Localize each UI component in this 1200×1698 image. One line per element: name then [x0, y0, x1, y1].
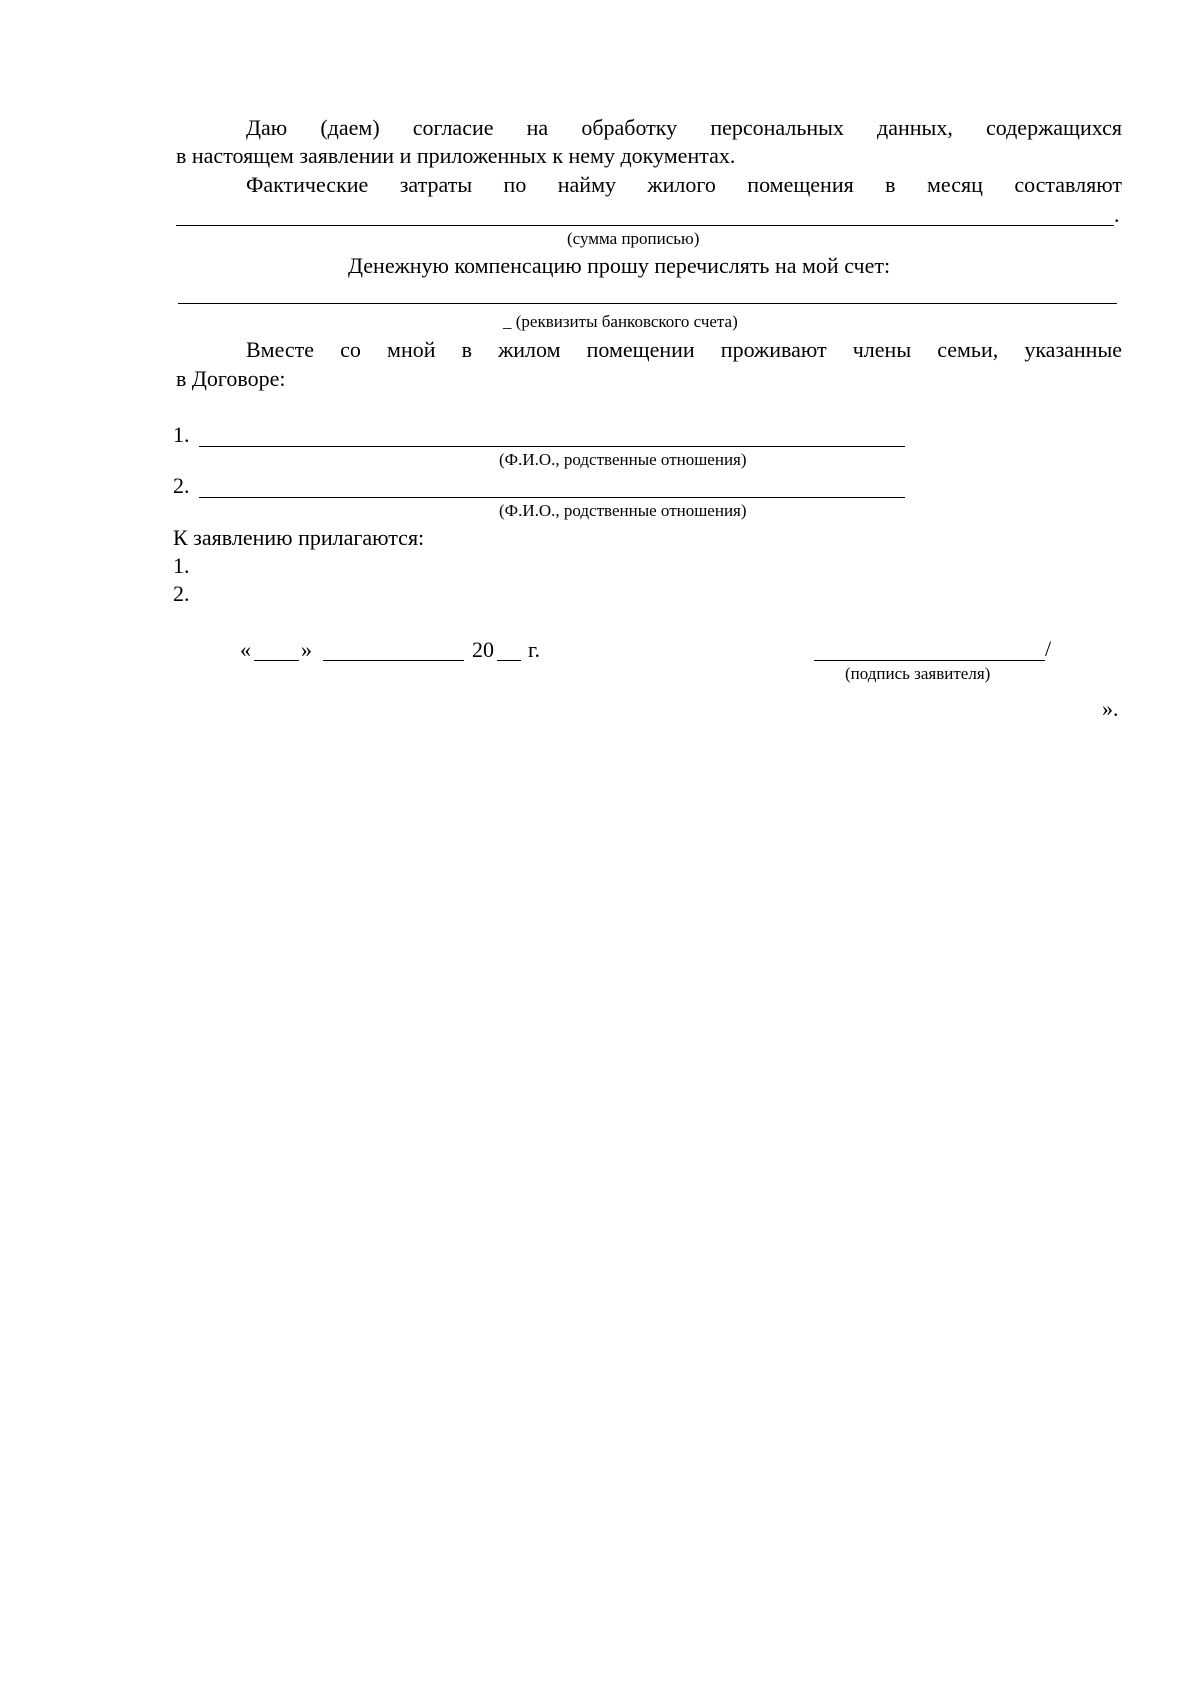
date-open-quote: « [240, 637, 251, 662]
consent-line-2: в настоящем заявлении и приложенных к нему документах. [176, 143, 736, 168]
family-line-1: Вместе со мной в жилом помещении проживают члены семьи, указанные [246, 337, 1122, 362]
bank-account-field[interactable] [178, 303, 1117, 304]
bank-account-caption: _ (реквизиты банковского счета) [503, 312, 738, 331]
family-member-2-caption: (Ф.И.О., родственные отношения) [499, 501, 747, 520]
attachment-item-2: 2. [173, 581, 190, 606]
expenses-amount-field[interactable] [176, 225, 1114, 226]
expenses-end-mark: . [1114, 202, 1120, 227]
signature-field[interactable] [814, 660, 1045, 661]
signature-slash: / [1045, 636, 1052, 661]
expenses-line-1: Фактические затраты по найму жилого помещения в месяц составляют [246, 172, 1122, 197]
date-close-quote: » [301, 637, 312, 662]
family-line-2: в Договоре: [176, 366, 286, 391]
date-day-field[interactable] [254, 660, 299, 661]
family-member-1-caption: (Ф.И.О., родственные отношения) [499, 450, 747, 469]
family-member-1-number: 1. [173, 422, 190, 447]
date-year-suffix: г. [528, 637, 541, 662]
expenses-caption: (сумма прописью) [567, 229, 700, 248]
date-month-field[interactable] [323, 660, 464, 661]
attachment-item-1: 1. [173, 553, 190, 578]
family-member-2-field[interactable] [199, 497, 905, 498]
signature-caption: (подпись заявителя) [845, 664, 991, 683]
compensation-text: Денежную компенсацию прошу перечислять на мой счет: [348, 253, 891, 278]
closing-quote: ». [1102, 696, 1119, 721]
attachments-title: К заявлению прилагаются: [173, 525, 425, 550]
date-year-prefix: 20 [472, 637, 494, 662]
family-member-1-field[interactable] [199, 446, 905, 447]
date-year-field[interactable] [497, 660, 521, 661]
family-member-2-number: 2. [173, 473, 190, 498]
consent-line-1: Даю (даем) согласие на обработку персональных данных, содержащихся [246, 115, 1122, 140]
